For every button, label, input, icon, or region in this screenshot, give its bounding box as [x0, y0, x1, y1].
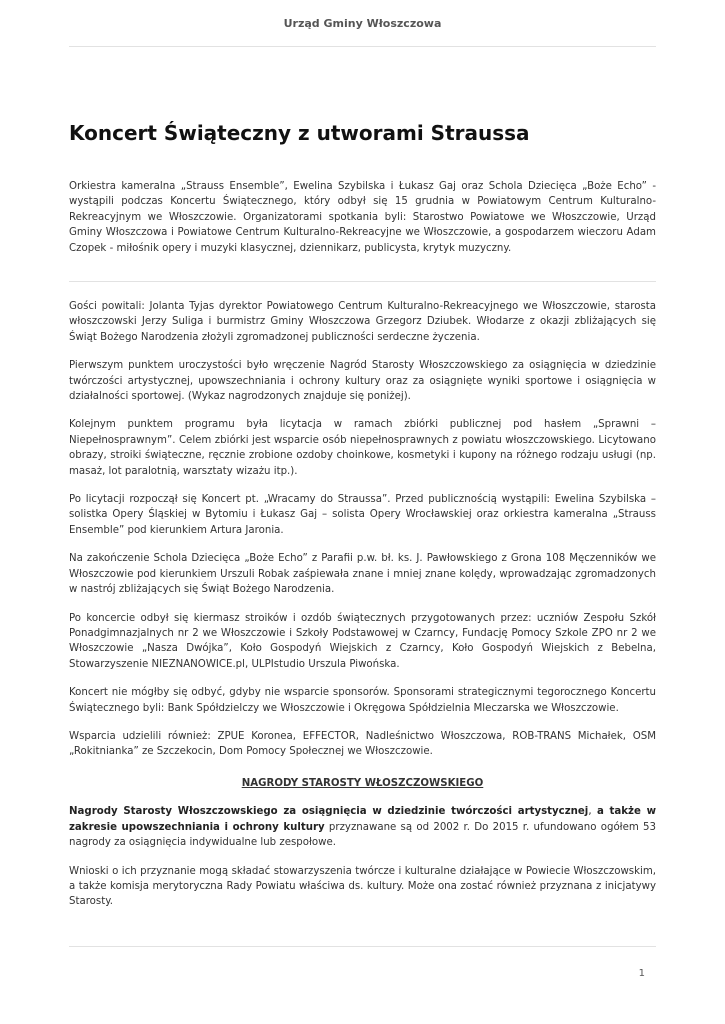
awards-bold-1: Nagrody Starosty Włoszczowskiego za osiągnięcia w dziedzinie twórczości artystycznej [69, 806, 589, 818]
paragraph-concert: Po licytacji rozpoczął się Koncert pt. „Wracamy do Straussa”. Przed publicznością wystąpili: Ewelina Szybilska – solistka Opery Śląskiej w Bytomiu i Łukasz Gaj – solista Opery Wrocławskiej oraz orkiestra kameralna „Strauss Ensemble” pod kierunkiem Artura Jaronia. [69, 494, 656, 536]
paragraph-support: Wsparcia udzielili również: ZPUE Koronea, EFFECTOR, Nadleśnictwo Włoszczowa, ROB-TRANS Michałek, OSM „Rokitnianka” ze Szczekocin, Dom Pomocy Społecznej we Włoszczowie. [69, 730, 656, 758]
awards-separator: , [588, 806, 597, 818]
paragraph-auction: Kolejnym punktem programu była licytacja w ramach zbiórki publicznej pod hasłem „Sprawni – Niepełnosprawnym”. Celem zbiórki jest wsparcie osób niepełnosprawnych z powiatu włoszczowskiego. Licytowano obrazy, stroiki świąteczne, ręcznie zrobione ozdoby choinkowe, kosmetyki i kupony na różnego rodzaju usługi (np. masaż, lot paralotnią, warsztaty wizażu itp.). [69, 419, 656, 477]
footer-divider [69, 946, 656, 947]
awards-bold-2: a także w zakresie upowszechniania i ochrony kultury [69, 806, 656, 833]
intro-section [69, 179, 656, 269]
intro-divider [69, 281, 656, 282]
awards-section [69, 776, 656, 923]
awards-rest-1: przyznawane są od 2002 r. Do 2015 r. ufundowano ogółem 53 nagrody za osiągnięcia indywidualne lub zespołowe. [69, 821, 656, 849]
page-number: 1 [638, 968, 645, 979]
article-body [69, 299, 656, 773]
intro-paragraph: Orkiestra kameralna „Strauss Ensemble”, Ewelina Szybilska i Łukasz Gaj oraz Schola Dziecięca „Boże Echo” - wystąpili podczas Koncertu Świątecznego, który odbył się 15 grudnia w Powiatowym Centrum Kulturalno-Rekreacyjnym we Włoszczowie. Organizatorami spotkania byli: Starostwo Powiatowe we Włoszczowie, Urząd Gminy Włoszczowa i Powiatowe Centrum Kulturalno-Rekreacyjne we Włoszczowie, a gospodarzem wieczoru Adam Czopek - miłośnik opery i muzyki klasycznej, dziennikarz, publicysta, krytyk muzyczny. [69, 181, 656, 254]
header-divider [69, 46, 656, 47]
paragraph-awards-intro: Pierwszym punktem uroczystości było wręczenie Nagród Starosty Włoszczowskiego za osiągnięcia w dziedzinie twórczości artystycznej, upowszechniania i ochrony kultury oraz za osiągnięte wyniki sportowe i osiągnięcia w działalności sportowej. (Wykaz nagrodzonych znajduje się poniżej). [69, 360, 656, 403]
paragraph-sponsors: Koncert nie mógłby się odbyć, gdyby nie wsparcie sponsorów. Sponsorami strategicznymi tegorocznego Koncertu Świątecznego byli: Bank Spółdzielczy we Włoszczowie i Okręgowa Spółdzielnia Mleczarska we Włoszczowie. [69, 687, 656, 714]
paragraph-welcome: Gości powitali: Jolanta Tyjas dyrektor Powiatowego Centrum Kulturalno-Rekreacyjnego we Włoszczowie, starosta włoszczowski Jerzy Suliga i burmistrz Gminy Włoszczowa Grzegorz Dziubek. Włodarze z okazji zbliżających się Świąt Bożego Narodzenia złożyli zgromadzonej publiczności serdeczne życzenia. [69, 301, 656, 343]
paragraph-schola: Na zakończenie Schola Dziecięca „Boże Echo” z Parafii p.w. bł. ks. J. Pawłowskiego z Grona 108 Męczenników we Włoszczowie pod kierunkiem Urszuli Robak zaśpiewała znane i mniej znane kolędy, wprowadzając zgromadzonych w nastrój zbliżających się Świąt Bożego Narodzenia. [69, 553, 656, 596]
page-title: Koncert Świąteczny z utworami Straussa [69, 121, 530, 145]
document-header: Urząd Gminy Włoszczowa [283, 17, 442, 30]
paragraph-fair: Po koncercie odbył się kiermasz stroików i ozdób świątecznych przygotowanych przez: uczniów Zespołu Szkół Ponadgimnazjalnych nr 2 we Włoszczowie i Szkoły Podstawowej w Czarncy, Fundację Pomocy Szkole ZPO nr 2 we Włoszczowie „Nasza Dwójka”, Koło Gospodyń Wiejskich z Czarncy, Koło Gospodyń Wiejskich z Bebelna, Stowarzyszenie NIEZNANOWICE.pl, ULPIstudio Urszula Piwońska. [69, 612, 656, 670]
awards-paragraph-2: Wnioski o ich przyznanie mogą składać stowarzyszenia twórcze i kulturalne działające w Powiecie Włoszczowskim, a także komisja merytoryczna Rady Powiatu właściwa ds. kultury. Może ona zostać również przyznana z inicjatywy Starosty. [69, 865, 656, 908]
awards-paragraph-1 [69, 804, 656, 850]
awards-heading: NAGRODY STAROSTY WŁOSZCZOWSKIEGO [241, 778, 484, 789]
